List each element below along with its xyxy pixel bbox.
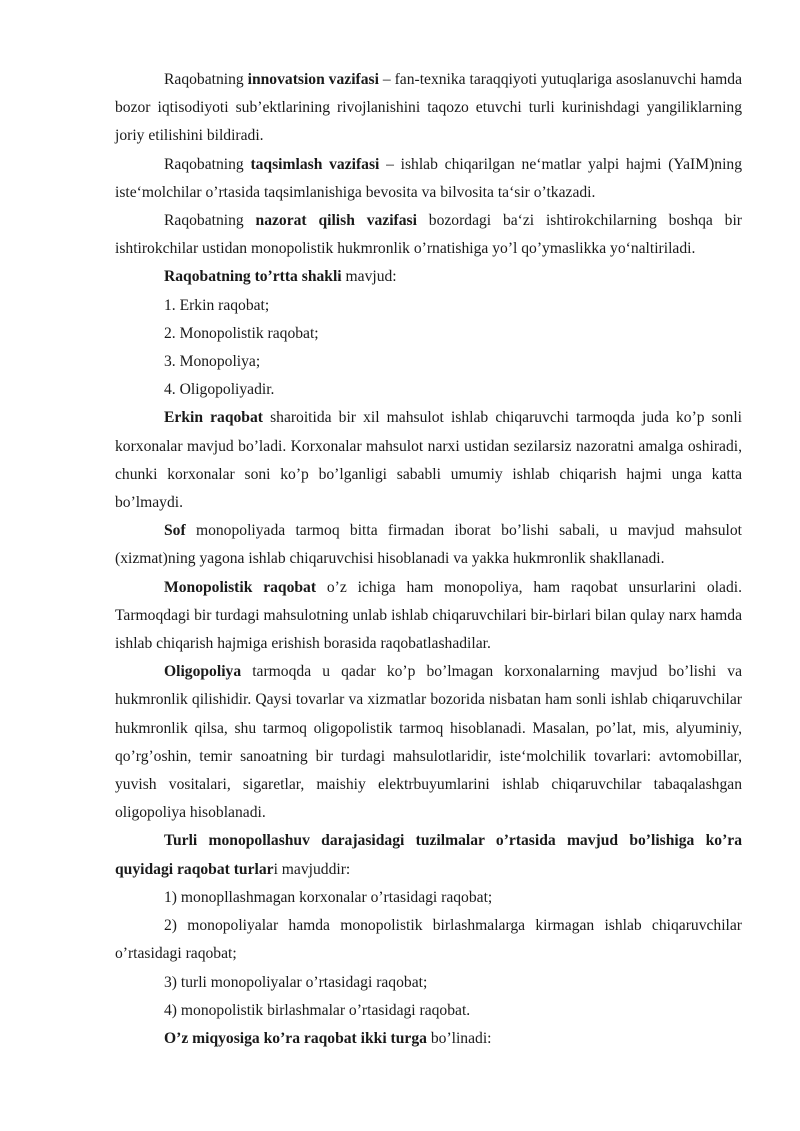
- bold-term: taqsimlash vazifasi: [250, 155, 380, 173]
- bold-term: Turli monopollashuv darajasidagi tuzilmalar o’rtasida mavjud bo’lishiga ko’ra quyidagi raqobat turlar: [115, 832, 742, 878]
- paragraph-list2-4: [115, 997, 742, 1025]
- paragraph-erkin: [115, 404, 742, 517]
- paragraph-sof: [115, 517, 742, 573]
- text-run: Raqobatning: [164, 155, 251, 173]
- bold-term: Erkin raqobat: [164, 409, 263, 427]
- paragraph-oligopoliya: [115, 658, 742, 827]
- text-run: 2) monopoliyalar hamda monopolistik birlashmalarga kirmagan ishlab chiqaruvchilar o’rtasidagi raqobat;: [115, 917, 742, 963]
- text-run: – fan-texnika taraqqiyoti yutuqlariga asoslanuvchi hamda bozor iqtisodiyoti sub’ektlarining rivojlanishini taqozo etuvchi turli kurinishdagi yangiliklarning joriy etilishini bildiradi.: [115, 71, 742, 145]
- paragraph-list1-1: [115, 292, 742, 320]
- text-run: monopoliyada tarmoq bitta firmadan iborat bo’lishi sabali, u mavjud mahsulot (xizmat)ning yagona ishlab chiqaruvchisi hisoblanadi va yakka hukmronlik shakllanadi.: [115, 522, 742, 568]
- paragraph-innovatsion: [115, 66, 742, 151]
- text-run: 1) monopllashmagan korxonalar o’rtasidagi raqobat;: [164, 888, 493, 906]
- paragraph-list2-3: [115, 969, 742, 997]
- text-run: 1. Erkin raqobat;: [164, 296, 270, 314]
- bold-term: nazorat qilish vazifasi: [255, 212, 417, 230]
- bold-term: Oligopoliya: [164, 663, 242, 681]
- text-run: 2. Monopolistik raqobat;: [164, 324, 319, 342]
- text-run: mavjud:: [341, 268, 397, 286]
- paragraph-taqsimlash: [115, 151, 742, 207]
- text-run: 4) monopolistik birlashmalar o’rtasidagi raqobat.: [164, 1001, 471, 1019]
- text-run: Raqobatning: [164, 212, 256, 230]
- bold-term: O’z miqyosiga ko’ra raqobat ikki turga: [164, 1029, 427, 1047]
- paragraph-list2-1: [115, 884, 742, 912]
- paragraph-list2-2: [115, 912, 742, 968]
- bold-term: Raqobatning to’rtta shakli: [164, 268, 342, 286]
- bold-term: Sof: [164, 522, 186, 540]
- bold-term: Monopolistik raqobat: [164, 578, 317, 596]
- text-run: i mavjuddir:: [273, 860, 351, 878]
- paragraph-list1-4: [115, 376, 742, 404]
- text-run: sharoitida bir xil mahsulot ishlab chiqaruvchi tarmoqda juda ko’p sonli korxonalar mavjud bo’ladi. Korxonalar mahsulot narxi ustidan sezilarsiz nazoratni amalga oshiradi, chunki korxonalar soni ko’p bo’lganligi sababli umumiy ishlab chiqarish hajmi unga katta bo’lmaydi.: [115, 409, 743, 512]
- text-run: bo’linadi:: [426, 1029, 492, 1047]
- paragraph-miqyos: [115, 1025, 742, 1053]
- text-run: – ishlab chiqarilgan ne‘matlar yalpi hajmi (YaIM)ning iste‘molchilar o’rtasida taqsimlanishiga bevosita va bilvosita ta‘sir o’tkazadi.: [115, 155, 742, 201]
- paragraph-list1-2: [115, 320, 742, 348]
- paragraph-nazorat: [115, 207, 742, 263]
- text-run: bozordagi ba‘zi ishtirokchilarning boshqa bir ishtirokchilar ustidan monopolistik hukmronlik o’rnatishiga yo’l qo’ymaslikka yo‘naltiriladi.: [115, 212, 742, 258]
- text-run: Raqobatning: [164, 71, 248, 88]
- text-run: o’z ichiga ham monopoliya, ham raqobat unsurlarini oladi. Tarmoqdagi bir turdagi mahsulotning unlab ishlab chiqaruvchilari bir-birlari bilan qulay narx hamda ishlab chiqarish hajmiga erishish borasida raqobatlashadilar.: [115, 578, 742, 653]
- text-run: 3) turli monopoliyalar o’rtasidagi raqobat;: [164, 973, 428, 991]
- text-run: 4. Oligopoliyadir.: [164, 381, 275, 399]
- paragraph-list1-3: [115, 348, 742, 376]
- paragraph-turli: [115, 827, 742, 883]
- text-run: tarmoqda u qadar ko’p bo’lmagan korxonalarning mavjud bo’lishi va hukmronlik qilishidir. Qaysi tovarlar va xizmatlar bozorida nisbatan ham sonli ishlab chiqaruvchilar hukmronlik qilsa, shu tarmoq oligopolistik tarmoq hisoblanadi. Masalan, po’lat, mis, alyuminiy, qo’rg’oshin, temir sanoatning bir turdagi mahsulotlaridir, iste‘molchilik tovarlari: avtomobillar, yuvish vositalari, sigaretlar, maishiy elektrbuyumlarini ishlab chiqaruvchilar tabaqalashgan oligopoliya hisoblanadi.: [115, 663, 742, 822]
- document-page: [115, 66, 742, 1053]
- paragraph-monopolistik: [115, 574, 742, 659]
- paragraph-shakli: [115, 263, 742, 291]
- bold-term: innovatsion vazifasi: [247, 71, 379, 88]
- text-run: 3. Monopoliya;: [164, 353, 261, 371]
